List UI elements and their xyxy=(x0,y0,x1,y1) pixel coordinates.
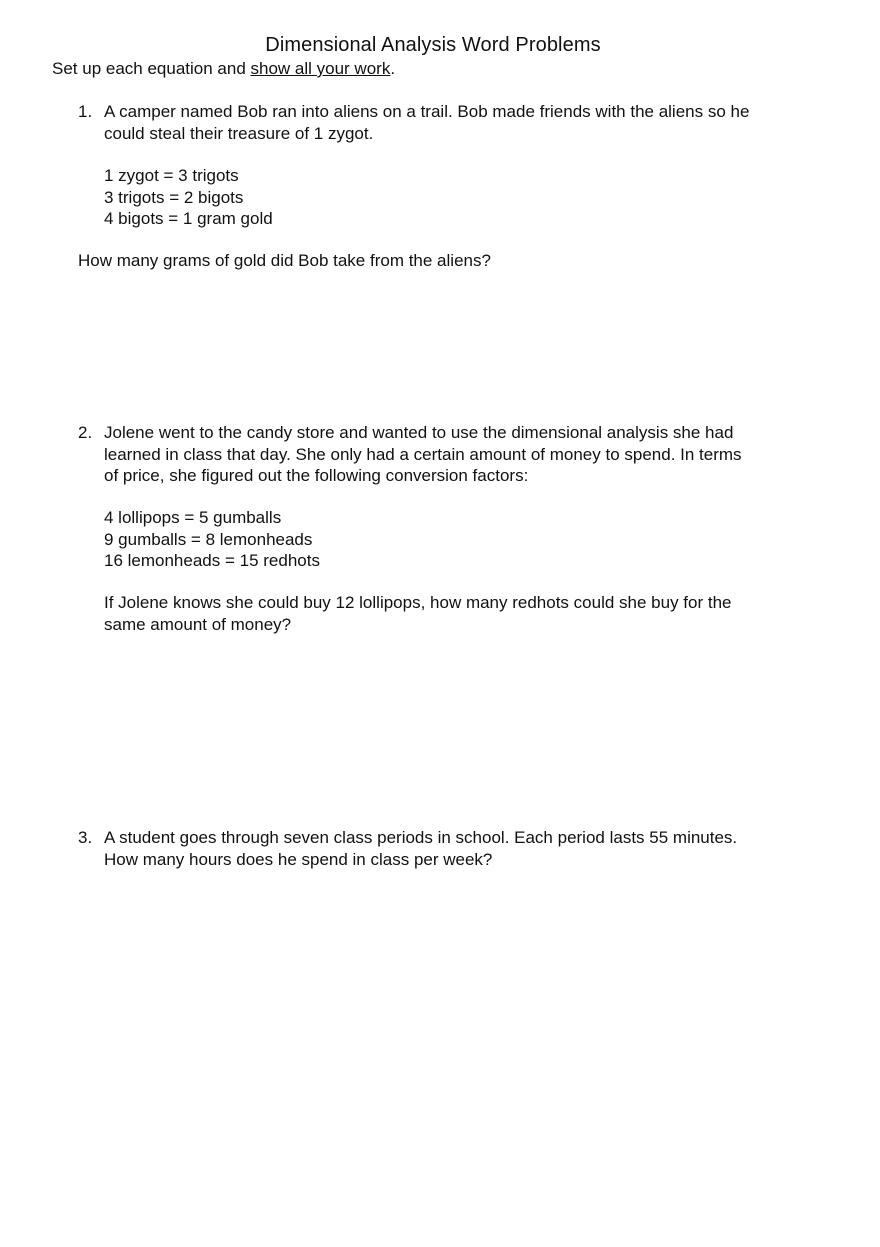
problem-2-question xyxy=(104,592,731,635)
problem-line: A student goes through seven class periods in school. Each period lasts 55 minutes. xyxy=(104,828,738,847)
problem-1 xyxy=(78,101,838,144)
problem-number: 3. xyxy=(78,828,93,847)
problem-number: 1. xyxy=(78,102,93,121)
problem-line: Jolene went to the candy store and wanted to use the dimensional analysis she had xyxy=(104,423,734,442)
instructions-period: . xyxy=(390,59,396,78)
conversion-factor: 4 bigots = 1 gram gold xyxy=(104,209,273,228)
problem-3 xyxy=(78,827,838,870)
problem-text xyxy=(104,827,838,870)
problem-line: learned in class that day. She only had a certain amount of money to spend. In terms xyxy=(104,444,742,464)
problem-2-conversion-factors xyxy=(104,507,320,572)
problem-number: 2. xyxy=(78,423,93,442)
problem-text xyxy=(104,422,838,487)
problem-line: How many hours does he spend in class per week? xyxy=(104,849,493,869)
page-title: Dimensional Analysis Word Problems xyxy=(265,34,601,56)
question-line: same amount of money? xyxy=(104,614,292,634)
problem-1-question: How many grams of gold did Bob take from the aliens? xyxy=(78,251,491,270)
instructions xyxy=(52,58,395,80)
conversion-factor: 16 lemonheads = 15 redhots xyxy=(104,551,320,570)
problem-1-conversion-factors xyxy=(104,165,273,230)
problem-2 xyxy=(78,422,838,487)
conversion-factor: 4 lollipops = 5 gumballs xyxy=(104,508,282,527)
problem-line: could steal their treasure of 1 zygot. xyxy=(104,123,374,143)
conversion-factor: 3 trigots = 2 bigots xyxy=(104,187,244,207)
conversion-factor: 9 gumballs = 8 lemonheads xyxy=(104,529,313,549)
instructions-text: Set up each equation and xyxy=(52,59,251,78)
conversion-factor: 1 zygot = 3 trigots xyxy=(104,166,239,185)
question-line: If Jolene knows she could buy 12 lollipops, how many redhots could she buy for the xyxy=(104,593,732,612)
instructions-underlined: show all your work xyxy=(250,59,391,78)
problem-text xyxy=(104,101,838,144)
problem-line: of price, she figured out the following conversion factors: xyxy=(104,466,529,485)
problem-line: A camper named Bob ran into aliens on a trail. Bob made friends with the aliens so he xyxy=(104,102,750,121)
